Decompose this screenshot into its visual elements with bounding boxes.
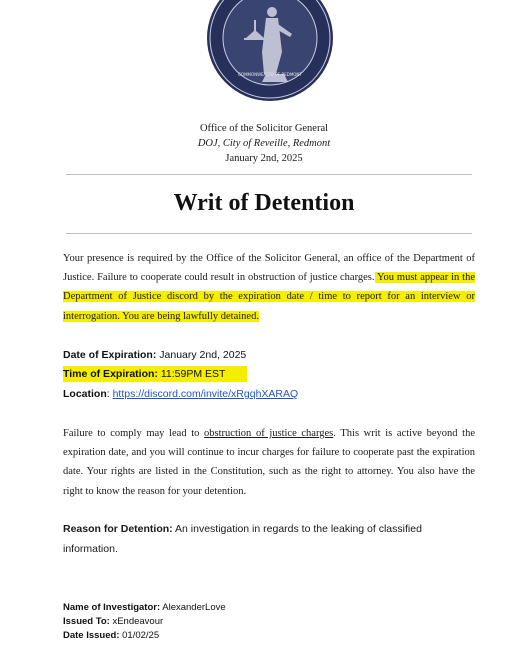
location-row	[63, 387, 298, 401]
location-label: Location	[63, 388, 107, 400]
date-issued-row	[63, 629, 159, 643]
seal-bottom-text: COMMONWEALTH OF REDMONT	[238, 72, 302, 77]
expiration-date-label: Date of Expiration:	[63, 349, 157, 361]
expiration-time-value: 11:59PM EST	[157, 368, 226, 380]
expiration-time-highlight	[63, 366, 247, 382]
divider-top	[66, 174, 472, 175]
office-name: Office of the Solicitor General	[199, 123, 329, 134]
document-title: Writ of Detention	[173, 190, 355, 216]
date-issued-value: 01/02/25	[119, 630, 160, 641]
issued-to-value: xEndeavour	[109, 616, 164, 627]
compliance-paragraph	[63, 424, 475, 501]
official-seal	[206, 0, 334, 102]
issued-to-row	[63, 615, 163, 629]
expiration-date-value: January 2nd, 2025	[156, 349, 247, 361]
intro-plain-text: Your presence is required by the Office of the Solicitor General, an office of the Department of Justice. Failure to cooperate could result in obstruction of justice charges.	[63, 253, 475, 284]
compliance-text-before: Failure to comply may lead to	[63, 428, 205, 439]
reason-text: An investigation in regards to the leaking of classified information.	[63, 523, 422, 555]
compliance-underlined-text: obstruction of justice charges	[204, 428, 334, 439]
divider-bottom	[66, 233, 472, 234]
investigator-row	[63, 601, 226, 615]
expiration-time-row	[63, 367, 247, 381]
reason-paragraph	[63, 520, 453, 559]
location-separator: :	[106, 388, 113, 400]
intro-paragraph	[63, 249, 475, 326]
expiration-date-row	[63, 348, 246, 362]
compliance-text-after: . This writ is active beyond the expiration date, and you will continue to incur charges for failure to cooperate past the expiration date. Your rights are listed in the Constitution, such as the right to attorney. You also have the right to know the reason for your detention.	[63, 428, 476, 497]
reason-label: Reason for Detention:	[63, 523, 173, 535]
office-subtitle: DOJ, City of Reveille, Redmont	[197, 138, 331, 149]
issued-to-label: Issued To:	[63, 616, 110, 627]
investigator-label: Name of Investigator:	[63, 602, 161, 613]
investigator-value: AlexanderLove	[160, 602, 226, 613]
header-date: January 2nd, 2025	[225, 153, 303, 164]
seal-emblem-icon	[206, 0, 334, 102]
intro-highlighted-text: You must appear in the Department of Justice discord by the expiration date / time to report for an interview or interrogation. You are being lawfully detained.	[63, 272, 475, 322]
date-issued-label: Date Issued:	[63, 630, 120, 641]
expiration-time-label: Time of Expiration:	[63, 368, 158, 380]
location-link[interactable]: https://discord.com/invite/xRgqhXARAQ	[112, 388, 299, 400]
